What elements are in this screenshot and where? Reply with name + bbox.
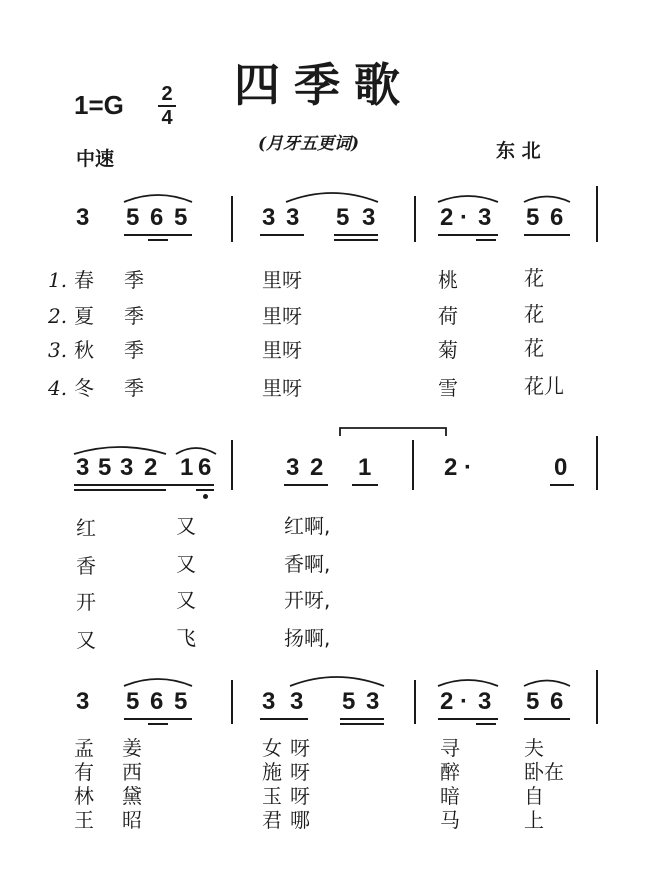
note: 0 xyxy=(554,454,568,481)
lyric: 姜 xyxy=(122,736,142,760)
note: 5 xyxy=(174,688,188,715)
note: 3 xyxy=(76,204,90,231)
lyric: 秋 xyxy=(74,338,94,362)
lyric: 黛 xyxy=(122,784,142,808)
lyric: 花 xyxy=(524,266,544,290)
lyric: 呀 xyxy=(290,760,310,784)
note: 2 xyxy=(440,204,454,231)
lyric: 季 xyxy=(124,376,144,400)
verse-number: 4. xyxy=(48,376,68,400)
note: 3 xyxy=(366,688,380,715)
note: · xyxy=(464,454,472,481)
note: 3 xyxy=(478,204,492,231)
song-title: 四季歌 xyxy=(234,58,414,112)
verse-number: 3. xyxy=(48,338,68,362)
slur xyxy=(74,447,166,454)
lyric: 又 xyxy=(76,628,96,652)
lyric: 季 xyxy=(124,338,144,362)
lyric: 花儿 xyxy=(524,374,564,398)
time-signature-top: 2 xyxy=(161,83,173,105)
lyric: 香 xyxy=(76,554,96,578)
lyric: 又 xyxy=(176,588,196,612)
lyric: 王 xyxy=(74,808,94,832)
lyric: 自 xyxy=(524,784,544,808)
note: 2 xyxy=(444,454,458,481)
lyric: 里呀 xyxy=(262,376,302,400)
note: 2 xyxy=(310,454,324,481)
note: 2 xyxy=(440,688,454,715)
lyric: 寻 xyxy=(440,736,460,760)
lyric: 开呀, xyxy=(284,588,331,612)
lyric: 里呀 xyxy=(262,268,302,292)
lyric: 季 xyxy=(124,268,144,292)
lyric: 有 xyxy=(74,760,94,784)
lyric: 又 xyxy=(176,514,196,538)
slur xyxy=(286,193,378,202)
note: 5 xyxy=(126,204,140,231)
note: 3 xyxy=(286,454,300,481)
lyric: 桃 xyxy=(438,268,458,292)
slur xyxy=(124,195,192,202)
lyric: 飞 xyxy=(176,626,196,650)
note: 1 xyxy=(358,454,372,481)
note: 5 xyxy=(126,688,140,715)
lyric: 花 xyxy=(524,302,544,326)
slur xyxy=(176,448,216,454)
bracket xyxy=(340,428,446,436)
note: · xyxy=(460,688,468,715)
lyric: 呀 xyxy=(290,736,310,760)
note: 3 xyxy=(76,454,90,481)
lyric: 孟 xyxy=(74,736,94,760)
note: 3 xyxy=(120,454,134,481)
lyric: 春 xyxy=(74,268,94,292)
note: 3 xyxy=(76,688,90,715)
lyric: 哪 xyxy=(290,808,310,832)
key-signature: 1=G xyxy=(74,90,124,120)
lyric: 季 xyxy=(124,304,144,328)
time-signature-bottom: 4 xyxy=(161,107,173,129)
tempo-marking: 中速 xyxy=(76,148,115,170)
slur xyxy=(290,677,384,686)
note: 1 xyxy=(180,454,194,481)
note: 6 xyxy=(550,204,564,231)
lyric: 扬啊, xyxy=(284,626,331,650)
lyric: 香啊, xyxy=(284,552,331,576)
lyric: 荷 xyxy=(438,304,458,328)
note: 6 xyxy=(150,204,164,231)
note: 6 xyxy=(150,688,164,715)
lyric: 雪 xyxy=(438,376,458,400)
region-label: 东 北 xyxy=(496,140,541,162)
note: 5 xyxy=(526,688,540,715)
lyric: 施 xyxy=(262,760,282,784)
lyric: 卧在 xyxy=(524,760,564,784)
lyric: 里呀 xyxy=(262,338,302,362)
lyricist-credit: (月牙五更词) xyxy=(258,134,360,154)
note: 5 xyxy=(342,688,356,715)
slur xyxy=(124,679,192,686)
lyric: 马 xyxy=(440,808,460,832)
slur xyxy=(438,680,498,686)
lyric: 夫 xyxy=(524,736,544,760)
lyric: 玉 xyxy=(262,784,282,808)
lyric: 红 xyxy=(76,516,96,540)
note: 3 xyxy=(362,204,376,231)
lyric: 君 xyxy=(262,808,282,832)
lyric: 夏 xyxy=(74,304,94,328)
verse-number: 1. xyxy=(48,268,68,292)
note: 5 xyxy=(98,454,112,481)
slur xyxy=(524,681,570,687)
lyric: 女 xyxy=(262,736,282,760)
note: 2 xyxy=(144,454,158,481)
note: 3 xyxy=(262,204,276,231)
note: 3 xyxy=(290,688,304,715)
lyric: 上 xyxy=(524,808,544,832)
lyric: 暗 xyxy=(440,784,460,808)
lyric: 里呀 xyxy=(262,304,302,328)
lyric: 西 xyxy=(122,760,142,784)
slur xyxy=(524,197,570,203)
lyric: 醉 xyxy=(440,760,460,784)
note: 6 xyxy=(550,688,564,715)
slur xyxy=(438,196,498,202)
lyric: 冬 xyxy=(74,376,94,400)
note: 5 xyxy=(336,204,350,231)
note: 3 xyxy=(262,688,276,715)
lyric: 呀 xyxy=(290,784,310,808)
note: · xyxy=(460,204,468,231)
note: 5 xyxy=(174,204,188,231)
lyric: 红啊, xyxy=(284,514,331,538)
lyric: 又 xyxy=(176,552,196,576)
note: 3 xyxy=(478,688,492,715)
note: 5 xyxy=(526,204,540,231)
note: 6 xyxy=(198,454,212,481)
lyric: 菊 xyxy=(438,338,458,362)
lyric: 林 xyxy=(74,784,94,808)
verse-number: 2. xyxy=(48,304,68,328)
lyric: 花 xyxy=(524,336,544,360)
lyric: 开 xyxy=(76,590,96,614)
note: 3 xyxy=(286,204,300,231)
lyric: 昭 xyxy=(122,808,142,832)
